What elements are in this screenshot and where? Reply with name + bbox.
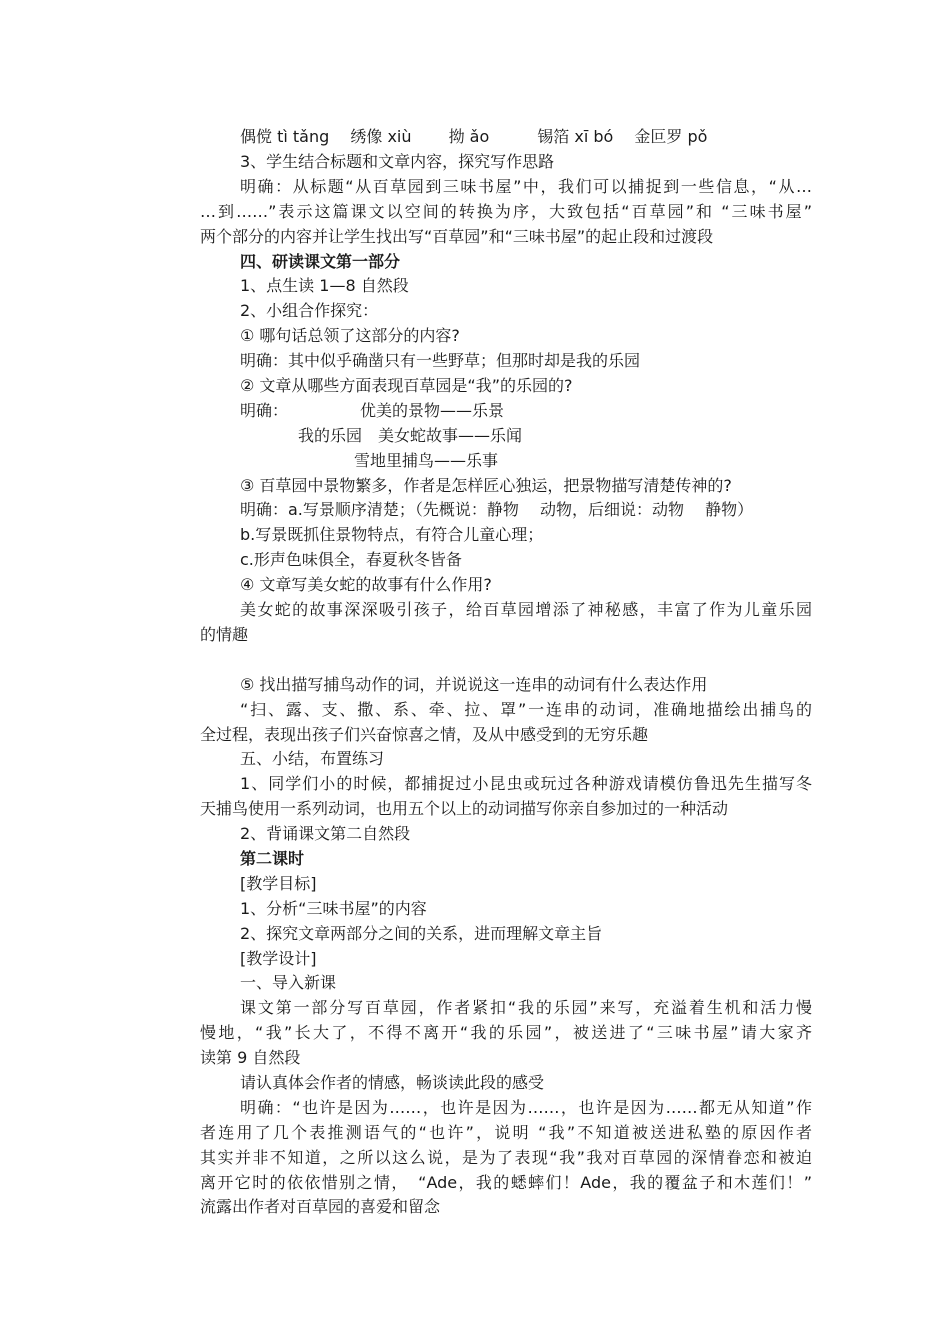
paragraph-line: 流露出作者对百草园的喜爱和留念	[200, 1197, 441, 1216]
question-line: ② 文章从哪些方面表现百草园是“我”的乐园的?	[240, 376, 573, 395]
paragraph-line: 明确：a.写景顺序清楚；（先概说：静物 动物，后细说：动物 静物）	[240, 500, 754, 519]
question-line: ⑤ 找出描写捕鸟动作的词，并说说这一连串的动词有什么表达作用	[240, 675, 708, 694]
paragraph-line: 2、探究文章两部分之间的关系，进而理解文章主旨	[240, 924, 603, 943]
paragraph-line: 全过程，表现出孩子们兴奋惊喜之情，及从中感受到的无穷乐趣	[200, 725, 649, 744]
paragraph-line: 课文第一部分写百草园，作者紧扣“我的乐园”来写，充溢着生机和活力慢	[240, 998, 812, 1017]
paragraph-line: 1、点生读 1—8 自然段	[240, 276, 409, 295]
paragraph-line: 2、背诵课文第二自然段	[240, 824, 411, 843]
paragraph-line: “扫、露、支、撒、系、牵、拉、罩”一连串的动词，准确地描绘出捕鸟的	[240, 700, 812, 719]
section-heading: 五、小结，布置练习	[240, 749, 385, 768]
paragraph-line: 离开它时的依依惜别之情， “Ade，我的蟋蟀们！Ade，我的覆盆子和木莲们！”	[200, 1173, 812, 1192]
paragraph-line: 请认真体会作者的情感，畅谈读此段的感受	[240, 1073, 545, 1092]
lesson-heading: 第二课时	[240, 849, 305, 868]
paragraph-line: 慢地，“我”长大了，不得不离开“我的乐园”，被送进了“三味书屋”请大家齐	[200, 1023, 812, 1042]
paragraph-line: 明确： 优美的景物——乐景	[240, 401, 505, 420]
paragraph-line: 3、学生结合标题和文章内容，探究写作思路	[240, 152, 555, 171]
paragraph-line: c.形声色味俱全，春夏秋冬皆备	[240, 550, 462, 569]
question-line: ① 哪句话总领了这部分的内容?	[240, 326, 460, 345]
paragraph-line: 读第 9 自然段	[200, 1048, 301, 1067]
paragraph-line: 其实并非不知道，之所以这么说，是为了表现“我”我对百草园的深情眷恋和被迫	[200, 1148, 812, 1167]
paragraph-line: 两个部分的内容并让学生找出写“百草园”和“三味书屋”的起止段和过渡段	[200, 227, 714, 246]
paragraph-line: 明确：从标题“从百草园到三味书屋”中，我们可以捕捉到一些信息，“从…	[240, 177, 812, 196]
paragraph-line: 2、小组合作探究：	[240, 301, 379, 320]
paragraph-line: 我的乐园 美女蛇故事——乐闻	[298, 426, 523, 445]
paragraph-line: 明确：其中似乎确凿只有一些野草；但那时却是我的乐园	[240, 351, 641, 370]
paragraph-line: 明确：“也许是因为……，也许是因为……，也许是因为……都无从知道”作	[240, 1098, 812, 1117]
paragraph-line: 者连用了几个表推测语气的“也许”，说明 “我”不知道被送进私塾的原因作者	[200, 1123, 812, 1142]
paragraph-line: 1、分析“三味书屋”的内容	[240, 899, 427, 918]
section-heading: 一、导入新课	[240, 973, 337, 992]
paragraph-line: [教学设计]	[240, 949, 317, 968]
paragraph-line: b.写景既抓住景物特点，有符合儿童心理；	[240, 525, 544, 544]
paragraph-line: 雪地里捕鸟——乐事	[354, 451, 499, 470]
paragraph-line: 美女蛇的故事深深吸引孩子，给百草园增添了神秘感，丰富了作为儿童乐园	[240, 600, 812, 619]
paragraph-line: 1、同学们小的时候，都捕捉过小昆虫或玩过各种游戏请模仿鲁迅先生描写冬	[240, 774, 812, 793]
paragraph-line: …到……”表示这篇课文以空间的转换为序，大致包括“百草园”和 “三味书屋”	[200, 202, 812, 221]
section-heading: 四、研读课文第一部分	[240, 252, 401, 271]
paragraph-line: 天捕鸟使用一系列动词，也用五个以上的动词描写你亲自参加过的一种活动	[200, 799, 729, 818]
pinyin-line: 偶傥 tì tǎng 绣像 xiù 拗 ǎo 锡箔 xī bó 金叵罗 pǒ	[240, 127, 708, 146]
paragraph-line: [教学目标]	[240, 874, 317, 893]
question-line: ④ 文章写美女蛇的故事有什么作用?	[240, 575, 492, 594]
paragraph-line: 的情趣	[200, 625, 249, 644]
question-line: ③ 百草园中景物繁多，作者是怎样匠心独运，把景物描写清楚传神的?	[240, 476, 732, 495]
